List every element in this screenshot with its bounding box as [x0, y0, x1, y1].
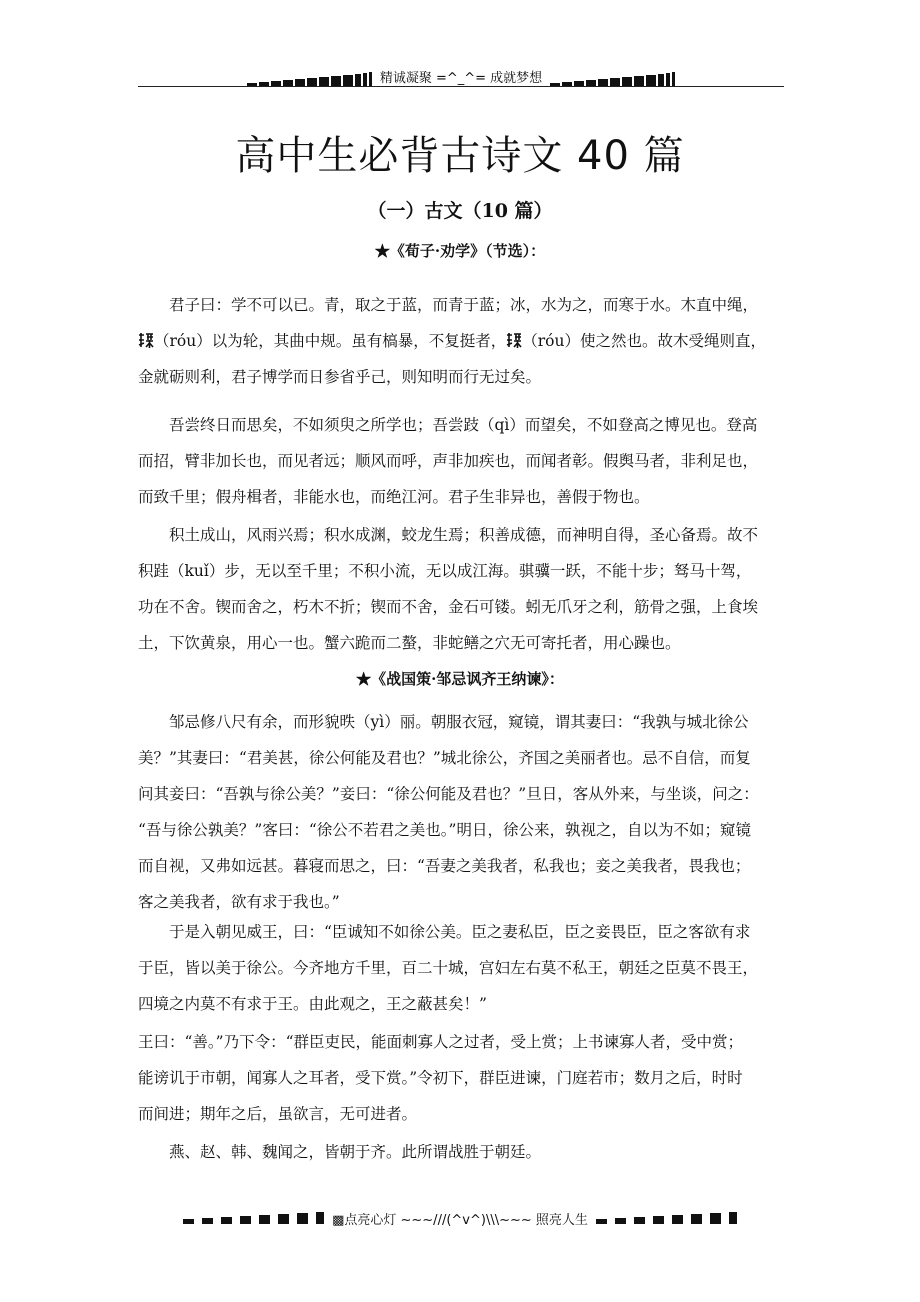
text-line: 土，下饮黄泉，用心一也。蟹六跪而二螯，非蛇鳝之穴无可寄托者，用心躁也。 [138, 634, 681, 652]
page-header [138, 62, 784, 86]
page-title: 高中生必背古诗文 40 篇 [235, 133, 685, 179]
header-text: 精诚凝聚 =^_^= 成就梦想 [379, 71, 543, 86]
text-line [138, 323, 790, 359]
text-line: “吾与徐公孰美？”客曰：“徐公不若君之美也。”明日，徐公来，孰视之，自以为不如；窥镜 [138, 821, 751, 839]
text-line: 燕、赵、韩、魏闻之，皆朝于齐。此所谓战胜于朝廷。 [169, 1143, 542, 1161]
text-line: 于是入朝见威王，曰：“臣诚知不如徐公美。臣之妻私臣，臣之妾畏臣，臣之客欲有求 [169, 923, 751, 941]
footer-text: ▩点亮心灯 ~~~///(^v^)\\\~~~ 照亮人生 [332, 1212, 588, 1228]
footer-right-bars [596, 1212, 737, 1224]
text-line: 四境之内莫不有求于王。由此观之，王之蔽甚矣！” [138, 995, 487, 1013]
text-line: 积跬（kuǐ）步，无以至千里；不积小流，无以成江海。骐骥一跃，不能十步；驽马十驾， [138, 562, 752, 580]
header-left-bars [247, 72, 372, 86]
text-line: 金就砺则利，君子博学而日参省乎己，则知明而行无过矣。 [138, 368, 542, 386]
paragraph [138, 1134, 790, 1170]
text-line: 于臣，皆以美于徐公。今齐地方千里，百二十城，宫妇左右莫不私王，朝廷之臣莫不畏王， [138, 959, 759, 977]
footer-left-bars [183, 1212, 324, 1224]
section-heading-xunzi: ★《荀子·劝学》（节选）： [374, 242, 546, 260]
text-line: 王曰：“善。”乃下令：“群臣吏民，能面刺寡人之过者，受上赏；上书谏寡人者，受中赏； [138, 1033, 744, 1051]
rou-character-glyph-icon [506, 332, 522, 348]
text-line: 吾尝终日而思矣，不如须臾之所学也；吾尝跂（qì）而望矣，不如登高之博见也。登高 [169, 416, 758, 434]
text-line: 功在不舍。锲而舍之，朽木不折；锲而不舍，金石可镂。蚓无爪牙之利，筋骨之强，上食埃 [138, 598, 759, 616]
paragraph [138, 914, 790, 1022]
text-line: 而致千里；假舟楫者，非能水也，而绝江河。君子生非异也，善假于物也。 [138, 488, 650, 506]
paragraph [138, 1024, 790, 1132]
paragraph [138, 704, 790, 920]
paragraph [138, 407, 790, 515]
text-line: 积土成山，风雨兴焉；积水成渊，蛟龙生焉；积善成德，而神明自得，圣心备焉。故不 [169, 526, 759, 544]
text-line: 君子曰：学不可以已。青，取之于蓝，而青于蓝；冰，水为之，而寒于水。木直中绳， [169, 296, 759, 314]
text-line: 邹忌修八尺有余，而形貌昳（yì）丽。朝服衣冠，窥镜，谓其妻曰：“我孰与城北徐公 [169, 713, 749, 731]
section-heading-zhanguoce: ★《战国策·邹忌讽齐王纳谏》： [356, 670, 564, 688]
text-line: 客之美我者，欲有求于我也。” [138, 893, 340, 911]
text-line: 而间进；期年之后，虽欲言，无可进者。 [138, 1105, 418, 1123]
page-subtitle: （一）古文（10 篇） [367, 200, 553, 222]
text-line: 美？”其妻曰：“君美甚，徐公何能及君也？”城北徐公，齐国之美丽者也。忌不自信，而复 [138, 749, 751, 767]
paragraph [138, 287, 790, 395]
text-line: 而招，臂非加长也，而见者远；顺风而呼，声非加疾也，而闻者彰。假舆马者，非利足也， [138, 452, 759, 470]
text-fragment: （róu）以为轮，其曲中规。虽有槁暴，不复挺者， [154, 332, 507, 350]
header-right-bars [550, 72, 675, 86]
rou-character-glyph-icon [138, 332, 154, 348]
page-footer [150, 1208, 770, 1228]
text-line: 能谤讥于市朝，闻寡人之耳者，受下赏。”令初下，群臣进谏，门庭若市；数月之后，时时 [138, 1069, 743, 1087]
text-line: 问其妾曰：“吾孰与徐公美？”妾曰：“徐公何能及君也？”旦日，客从外来，与坐谈，问之： [138, 785, 759, 803]
paragraph [138, 517, 790, 661]
text-line: 而自视，又弗如远甚。暮寝而思之，曰：“吾妻之美我者，私我也；妾之美我者，畏我也； [138, 857, 751, 875]
text-fragment: （róu）使之然也。故木受绳则直， [522, 332, 766, 350]
header-rule [138, 86, 784, 87]
